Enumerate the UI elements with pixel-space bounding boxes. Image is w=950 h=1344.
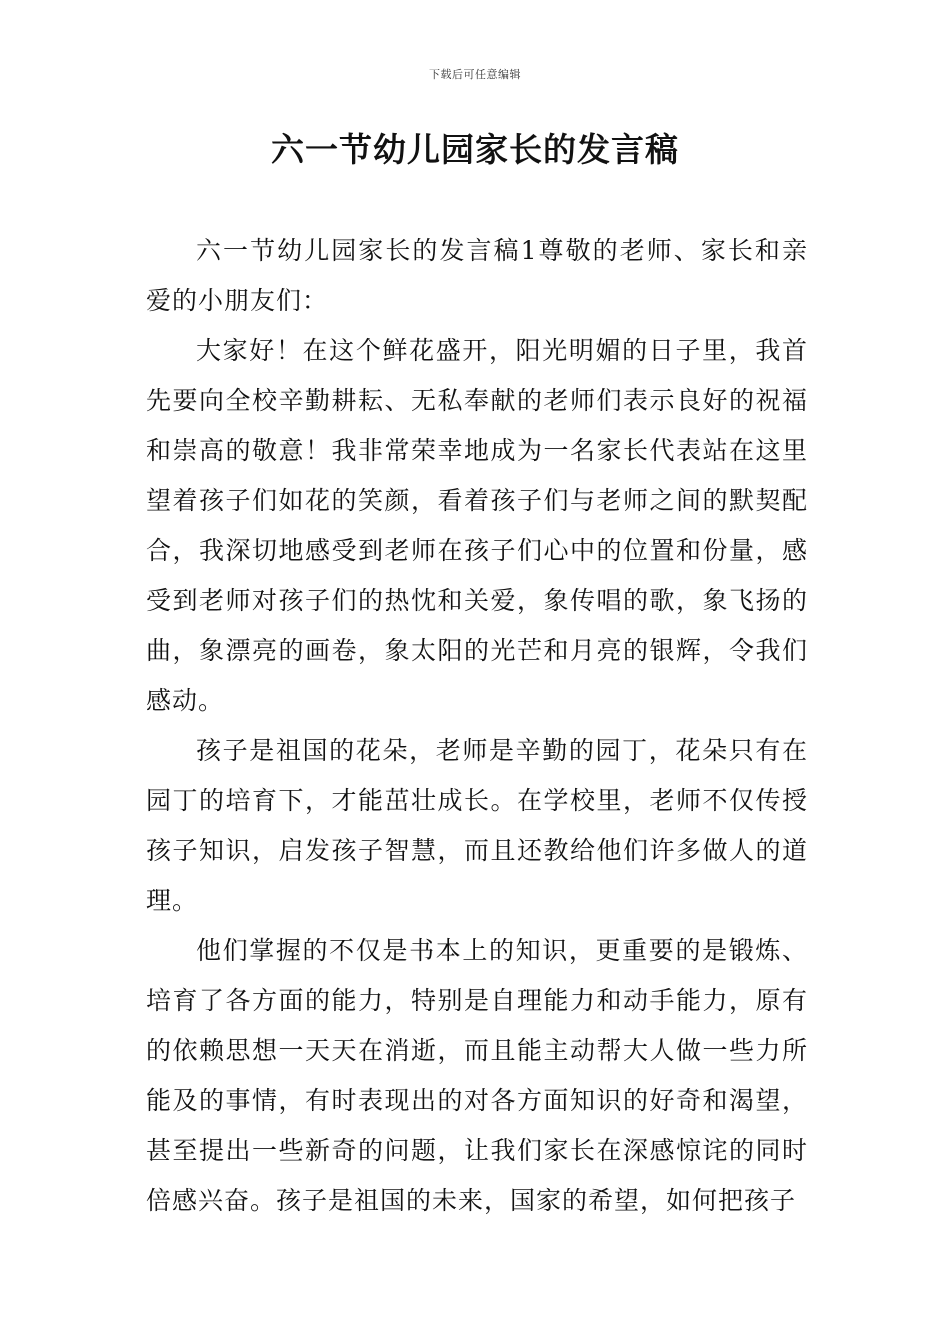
paragraph-4: 他们掌握的不仅是书本上的知识，更重要的是锻炼、培育了各方面的能力，特别是自理能力和动手能力，原有的依赖思想一天天在消逝，而且能主动帮大人做一些力所能及的事情，有时表现出的对各方面知识的好奇和渴望，甚至提出一些新奇的问题，让我们家长在深感惊诧的同时倍感兴奋。孩子是祖国的未来，国家的希望，如何把孩子 xyxy=(146,936,808,1215)
document-title: 六一节幼儿园家长的发言稿 xyxy=(271,130,679,169)
paragraph-2: 大家好！在这个鲜花盛开，阳光明媚的日子里，我首先要向全校辛勤耕耘、无私奉献的老师们表示良好的祝福和崇高的敬意！我非常荣幸地成为一名家长代表站在这里望着孩子们如花的笑颜，看着孩子们与老师之间的默契配合，我深切地感受到老师在孩子们心中的位置和份量，感受到老师对孩子们的热忱和关爱，象传唱的歌，象飞扬的曲，象漂亮的画卷，象太阳的光芒和月亮的银辉，令我们感动。 xyxy=(146,336,808,715)
header-note: 下载后可任意编辑 xyxy=(429,68,521,81)
paragraph-3: 孩子是祖国的花朵，老师是辛勤的园丁，花朵只有在园丁的培育下，才能茁壮成长。在学校里，老师不仅传授孩子知识，启发孩子智慧，而且还教给他们许多做人的道理。 xyxy=(146,736,808,915)
document-body xyxy=(146,226,808,1226)
paragraph-1: 六一节幼儿园家长的发言稿1尊敬的老师、家长和亲爱的小朋友们： xyxy=(146,236,808,315)
